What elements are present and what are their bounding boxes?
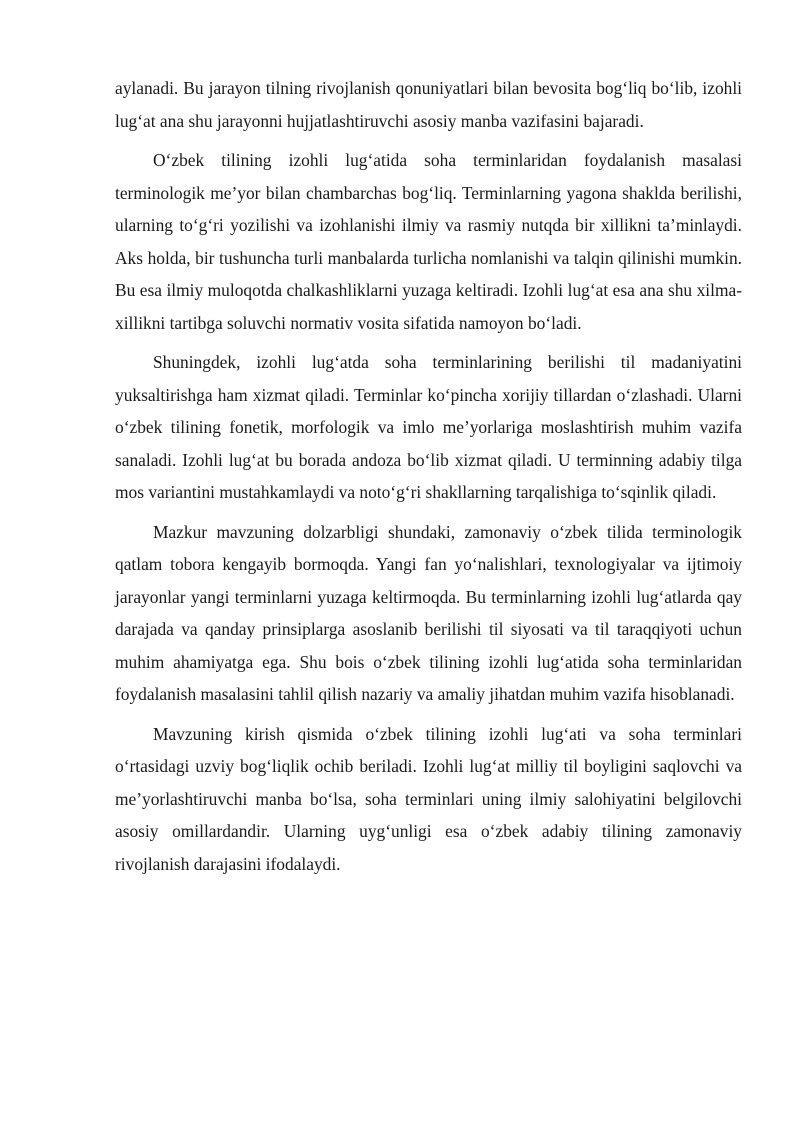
body-text xyxy=(115,72,742,887)
paragraph-language-culture: Shuningdek, izohli lug‘atda soha terminlarining berilishi til madaniyatini yuksaltirishga ham xizmat qiladi. Terminlar ko‘pincha xorijiy tillardan o‘zlashadi. Ularni o‘zbek tilining fonetik, morfologik va imlo me’yorlariga moslashtirish muhim vazifa sanaladi. Izohli lug‘at bu borada andoza bo‘lib xizmat qiladi. U terminning adabiy tilga mos variantini mustahkamlaydi va noto‘g‘ri shakllarning tarqalishiga to‘sqinlik qiladi. xyxy=(115,352,742,502)
paragraph-terminological-norm: O‘zbek tilining izohli lug‘atida soha terminlaridan foydalanish masalasi terminologik me’yor bilan chambarchas bog‘liq. Terminlarning yagona shaklda berilishi, ularning to‘g‘ri yozilishi va izohlanishi ilmiy va rasmiy nutqda bir xillikni ta’minlaydi. Aks holda, bir tushuncha turli manbalarda turlicha nomlanishi va talqin qilinishi mumkin. Bu esa ilmiy muloqotda chalkashliklarni yuzaga keltiradi. Izohli lug‘at esa ana shu xilma-xillikni tartibga soluvchi normativ vosita sifatida namoyon bo‘ladi. xyxy=(115,150,742,333)
paragraph-continued: aylanadi. Bu jarayon tilning rivojlanish qonuniyatlari bilan bevosita bog‘liq bo‘lib, izohli lug‘at ana shu jarayonni hujjatlashtiruvchi asosiy manba vazifasini bajaradi. xyxy=(115,78,742,131)
paragraph-relevance: Mazkur mavzuning dolzarbligi shundaki, zamonaviy o‘zbek tilida terminologik qatlam tobora kengayib bormoqda. Yangi fan yo‘nalishlari, texnologiyalar va ijtimoiy jarayonlar yangi terminlarni yuzaga keltirmoqda. Bu terminlarning izohli lug‘atlarda qay darajada va qanday prinsiplarga asoslanib berilishi til siyosati va til taraqqiyoti uchun muhim ahamiyatga ega. Shu bois o‘zbek tilining izohli lug‘atida soha terminlaridan foydalanish masalasini tahlil qilish nazariy va amaliy jihatdan muhim vazifa hisoblanadi. xyxy=(115,521,742,704)
paragraph-introduction: Mavzuning kirish qismida o‘zbek tilining izohli lug‘ati va soha terminlari o‘rtasidagi uzviy bog‘liqlik ochib beriladi. Izohli lug‘at milliy til boyligini saqlovchi va me’yorlashtiruvchi manba bo‘lsa, soha terminlari uning ilmiy salohiyatini belgilovchi asosiy omillardandir. Ularning uyg‘unligi esa o‘zbek adabiy tilining zamonaviy rivojlanish darajasini ifodalaydi. xyxy=(115,723,742,874)
